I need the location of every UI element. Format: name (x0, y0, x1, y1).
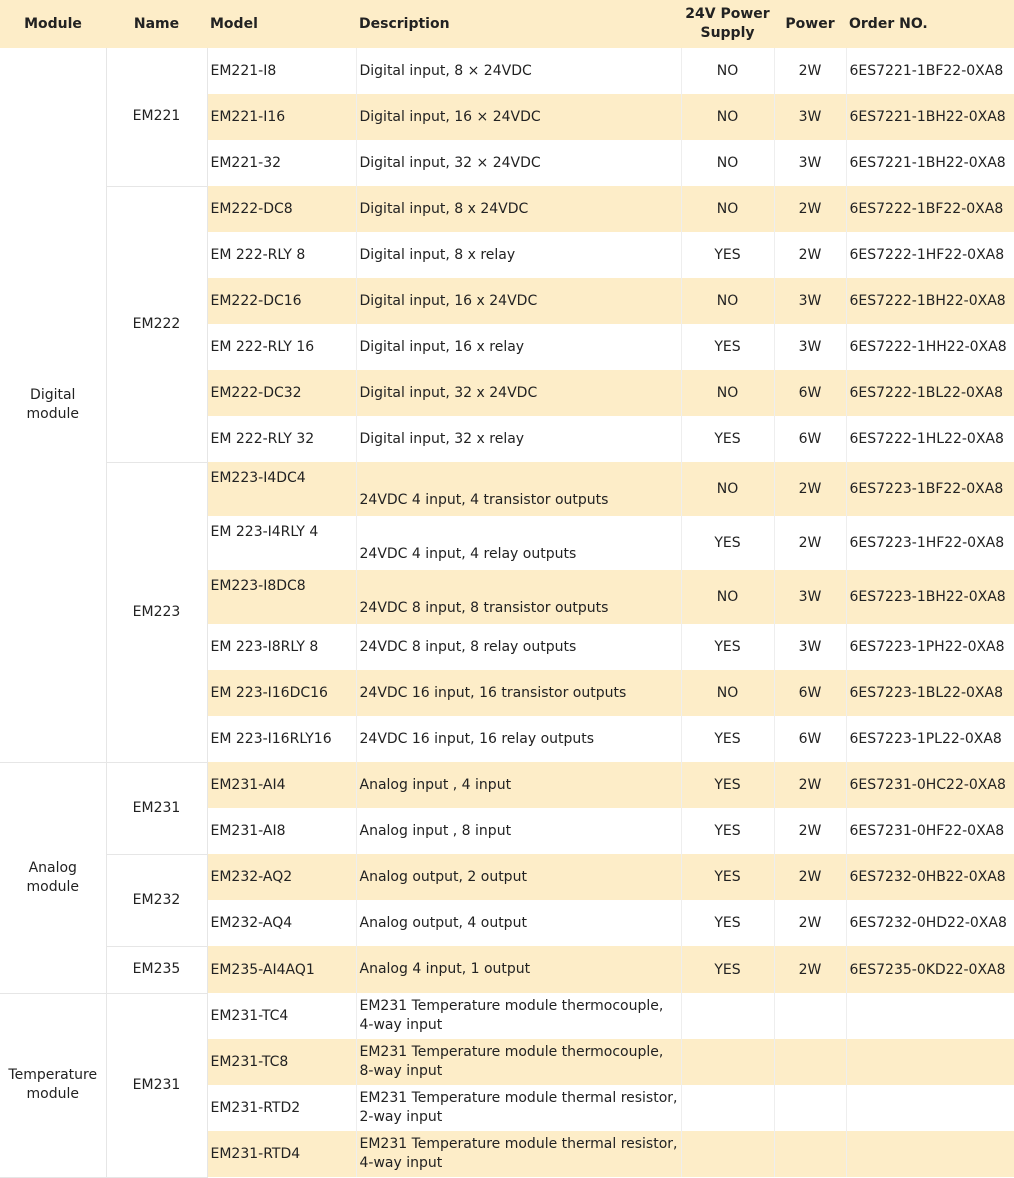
description-line: 8-way input (359, 1063, 443, 1079)
header-power-supply-line1: 24V Power (685, 6, 770, 22)
module-cell (0, 762, 106, 993)
description-cell (356, 808, 681, 854)
description-cell (356, 1085, 681, 1131)
description-line: Analog output, 4 output (359, 914, 527, 931)
description-cell (356, 946, 681, 993)
description-line: 24VDC 16 input, 16 transistor outputs (359, 684, 627, 701)
power-supply-cell: NO (681, 48, 774, 94)
power-supply-cell: YES (681, 854, 774, 900)
order-no-cell: 6ES7223-1PL22-0XA8 (846, 716, 1014, 762)
power-supply-cell: YES (681, 900, 774, 946)
model-cell: EM223-I8DC8 (207, 570, 356, 624)
model-cell: EM231-TC8 (207, 1039, 356, 1085)
power-supply-cell: YES (681, 716, 774, 762)
power-cell: 2W (774, 946, 846, 993)
description-line: Digital input, 16 x 24VDC (359, 292, 538, 309)
module-label-line: Digital (30, 386, 76, 403)
power-supply-cell: YES (681, 416, 774, 462)
name-cell: EM235 (106, 946, 207, 993)
description-line: Digital input, 8 × 24VDC (359, 62, 532, 79)
order-no-cell: 6ES7222-1HL22-0XA8 (846, 416, 1014, 462)
table-row (0, 993, 1014, 1039)
order-no-cell: 6ES7223-1PH22-0XA8 (846, 624, 1014, 670)
model-cell: EM231-RTD2 (207, 1085, 356, 1131)
power-cell: 3W (774, 278, 846, 324)
model-cell: EM 223-I4RLY 4 (207, 516, 356, 570)
order-no-cell: 6ES7221-1BF22-0XA8 (846, 48, 1014, 94)
header-order-no: Order NO. (846, 0, 1014, 48)
description-line: Analog 4 input, 1 output (359, 961, 531, 977)
order-no-cell (846, 1039, 1014, 1085)
header-row (0, 0, 1014, 48)
table-row (0, 48, 1014, 94)
power-supply-cell: NO (681, 370, 774, 416)
description-line: 24VDC 4 input, 4 transistor outputs (359, 492, 609, 508)
description-cell (356, 278, 681, 324)
description-cell (356, 570, 681, 624)
power-cell: 2W (774, 186, 846, 232)
module-cell (0, 993, 106, 1177)
description-line: EM231 Temperature module thermocouple, (359, 1044, 664, 1060)
model-cell: EM221-I16 (207, 94, 356, 140)
power-supply-cell (681, 1085, 774, 1131)
model-cell: EM 222-RLY 8 (207, 232, 356, 278)
order-no-cell: 6ES7223-1BH22-0XA8 (846, 570, 1014, 624)
power-supply-cell: YES (681, 808, 774, 854)
order-no-cell: 6ES7223-1BF22-0XA8 (846, 462, 1014, 516)
name-cell: EM223 (106, 462, 207, 762)
power-cell: 2W (774, 854, 846, 900)
description-cell (356, 1039, 681, 1085)
description-cell (356, 232, 681, 278)
power-cell: 3W (774, 624, 846, 670)
order-no-cell: 6ES7222-1BL22-0XA8 (846, 370, 1014, 416)
power-cell: 2W (774, 462, 846, 516)
description-line: Digital input, 16 × 24VDC (359, 108, 541, 125)
power-supply-cell: YES (681, 946, 774, 993)
description-line: 24VDC 8 input, 8 transistor outputs (359, 600, 609, 616)
table-row (0, 946, 1014, 993)
header-power: Power (774, 0, 846, 48)
model-cell: EM 222-RLY 16 (207, 324, 356, 370)
description-line: Digital input, 8 x relay (359, 246, 516, 263)
power-cell: 3W (774, 140, 846, 186)
description-cell (356, 716, 681, 762)
order-no-cell: 6ES7223-1BL22-0XA8 (846, 670, 1014, 716)
description-cell (356, 324, 681, 370)
model-cell: EM223-I4DC4 (207, 462, 356, 516)
module-label-line: Temperature (8, 1067, 98, 1083)
model-cell: EM221-I8 (207, 48, 356, 94)
order-no-cell: 6ES7232-0HB22-0XA8 (846, 854, 1014, 900)
description-cell (356, 993, 681, 1039)
model-cell: EM 223-I16RLY16 (207, 716, 356, 762)
model-cell: EM221-32 (207, 140, 356, 186)
description-line: Digital input, 32 x 24VDC (359, 384, 538, 401)
power-supply-cell: NO (681, 278, 774, 324)
module-label-line: Analog (28, 859, 77, 876)
model-cell: EM232-AQ4 (207, 900, 356, 946)
description-cell (356, 370, 681, 416)
description-line: Analog input , 4 input (359, 776, 512, 793)
power-supply-cell (681, 1039, 774, 1085)
order-no-cell: 6ES7221-1BH22-0XA8 (846, 94, 1014, 140)
model-cell: EM231-RTD4 (207, 1131, 356, 1177)
name-cell: EM231 (106, 762, 207, 854)
power-cell (774, 1039, 846, 1085)
order-no-cell: 6ES7231-0HC22-0XA8 (846, 762, 1014, 808)
power-supply-cell (681, 993, 774, 1039)
power-cell: 2W (774, 808, 846, 854)
description-line: Digital input, 16 x relay (359, 338, 525, 355)
table-row (0, 462, 1014, 516)
description-line: EM231 Temperature module thermal resistor, (359, 1136, 678, 1152)
model-cell: EM 223-I8RLY 8 (207, 624, 356, 670)
description-cell (356, 1131, 681, 1177)
table-row (0, 762, 1014, 808)
order-no-cell: 6ES7222-1HF22-0XA8 (846, 232, 1014, 278)
power-cell: 6W (774, 716, 846, 762)
description-cell (356, 94, 681, 140)
model-cell: EM231-AI8 (207, 808, 356, 854)
order-no-cell: 6ES7223-1HF22-0XA8 (846, 516, 1014, 570)
module-label-line: module (26, 405, 79, 422)
order-no-cell: 6ES7222-1BH22-0XA8 (846, 278, 1014, 324)
header-model: Model (207, 0, 356, 48)
table-row (0, 186, 1014, 232)
name-cell: EM231 (106, 993, 207, 1177)
power-cell: 2W (774, 232, 846, 278)
model-cell: EM 222-RLY 32 (207, 416, 356, 462)
power-cell: 3W (774, 324, 846, 370)
description-line: Analog output, 2 output (359, 868, 527, 885)
module-label-line: module (26, 878, 79, 895)
header-name: Name (106, 0, 207, 48)
description-cell (356, 516, 681, 570)
model-cell: EM222-DC8 (207, 186, 356, 232)
description-cell (356, 854, 681, 900)
power-cell (774, 1085, 846, 1131)
header-power-supply-line2: Supply (700, 25, 755, 41)
description-cell (356, 624, 681, 670)
order-no-cell: 6ES7222-1HH22-0XA8 (846, 324, 1014, 370)
power-supply-cell: YES (681, 624, 774, 670)
order-no-cell (846, 993, 1014, 1039)
power-supply-cell: YES (681, 324, 774, 370)
description-cell (356, 140, 681, 186)
description-line: 4-way input (359, 1155, 443, 1171)
power-cell: 6W (774, 670, 846, 716)
power-supply-cell (681, 1131, 774, 1177)
power-cell: 6W (774, 416, 846, 462)
power-cell: 2W (774, 48, 846, 94)
order-no-cell: 6ES7235-0KD22-0XA8 (846, 946, 1014, 993)
order-no-cell: 6ES7222-1BF22-0XA8 (846, 186, 1014, 232)
header-description: Description (356, 0, 681, 48)
description-line: 24VDC 8 input, 8 relay outputs (359, 638, 577, 655)
description-line: EM231 Temperature module thermocouple, (359, 998, 664, 1014)
name-cell: EM221 (106, 48, 207, 186)
power-supply-cell: NO (681, 94, 774, 140)
power-supply-cell: NO (681, 186, 774, 232)
model-cell: EM 223-I16DC16 (207, 670, 356, 716)
description-line: 4-way input (359, 1017, 443, 1033)
description-cell (356, 670, 681, 716)
description-line: Digital input, 8 x 24VDC (359, 200, 529, 217)
model-cell: EM231-AI4 (207, 762, 356, 808)
table-row (0, 854, 1014, 900)
power-cell: 2W (774, 516, 846, 570)
power-cell: 2W (774, 900, 846, 946)
power-cell: 3W (774, 94, 846, 140)
name-cell: EM222 (106, 186, 207, 462)
model-cell: EM222-DC16 (207, 278, 356, 324)
model-cell: EM235-AI4AQ1 (207, 946, 356, 993)
order-no-cell (846, 1131, 1014, 1177)
description-cell (356, 186, 681, 232)
header-power-supply (681, 0, 774, 48)
model-cell: EM232-AQ2 (207, 854, 356, 900)
description-line: Analog input , 8 input (359, 822, 512, 839)
table-body (0, 48, 1014, 1177)
power-supply-cell: NO (681, 462, 774, 516)
power-supply-cell: NO (681, 140, 774, 186)
module-cell (0, 48, 106, 762)
model-cell: EM231-TC4 (207, 993, 356, 1039)
module-label-line: module (26, 1086, 79, 1102)
description-cell (356, 416, 681, 462)
description-line: 24VDC 4 input, 4 relay outputs (359, 546, 577, 562)
description-line: Digital input, 32 × 24VDC (359, 154, 541, 171)
order-no-cell: 6ES7232-0HD22-0XA8 (846, 900, 1014, 946)
order-no-cell (846, 1085, 1014, 1131)
model-cell: EM222-DC32 (207, 370, 356, 416)
description-cell (356, 762, 681, 808)
power-cell (774, 993, 846, 1039)
description-cell (356, 462, 681, 516)
description-cell (356, 900, 681, 946)
description-line: Digital input, 32 x relay (359, 430, 525, 447)
order-no-cell: 6ES7231-0HF22-0XA8 (846, 808, 1014, 854)
power-supply-cell: YES (681, 762, 774, 808)
header-module: Module (0, 0, 106, 48)
description-line: 2-way input (359, 1109, 443, 1125)
power-cell: 2W (774, 762, 846, 808)
power-supply-cell: YES (681, 516, 774, 570)
power-supply-cell: NO (681, 670, 774, 716)
power-cell: 6W (774, 370, 846, 416)
description-cell (356, 48, 681, 94)
power-supply-cell: YES (681, 232, 774, 278)
power-supply-cell: NO (681, 570, 774, 624)
power-cell: 3W (774, 570, 846, 624)
power-cell (774, 1131, 846, 1177)
description-line: EM231 Temperature module thermal resistor, (359, 1090, 678, 1106)
order-no-cell: 6ES7221-1BH22-0XA8 (846, 140, 1014, 186)
description-line: 24VDC 16 input, 16 relay outputs (359, 730, 595, 747)
name-cell: EM232 (106, 854, 207, 946)
